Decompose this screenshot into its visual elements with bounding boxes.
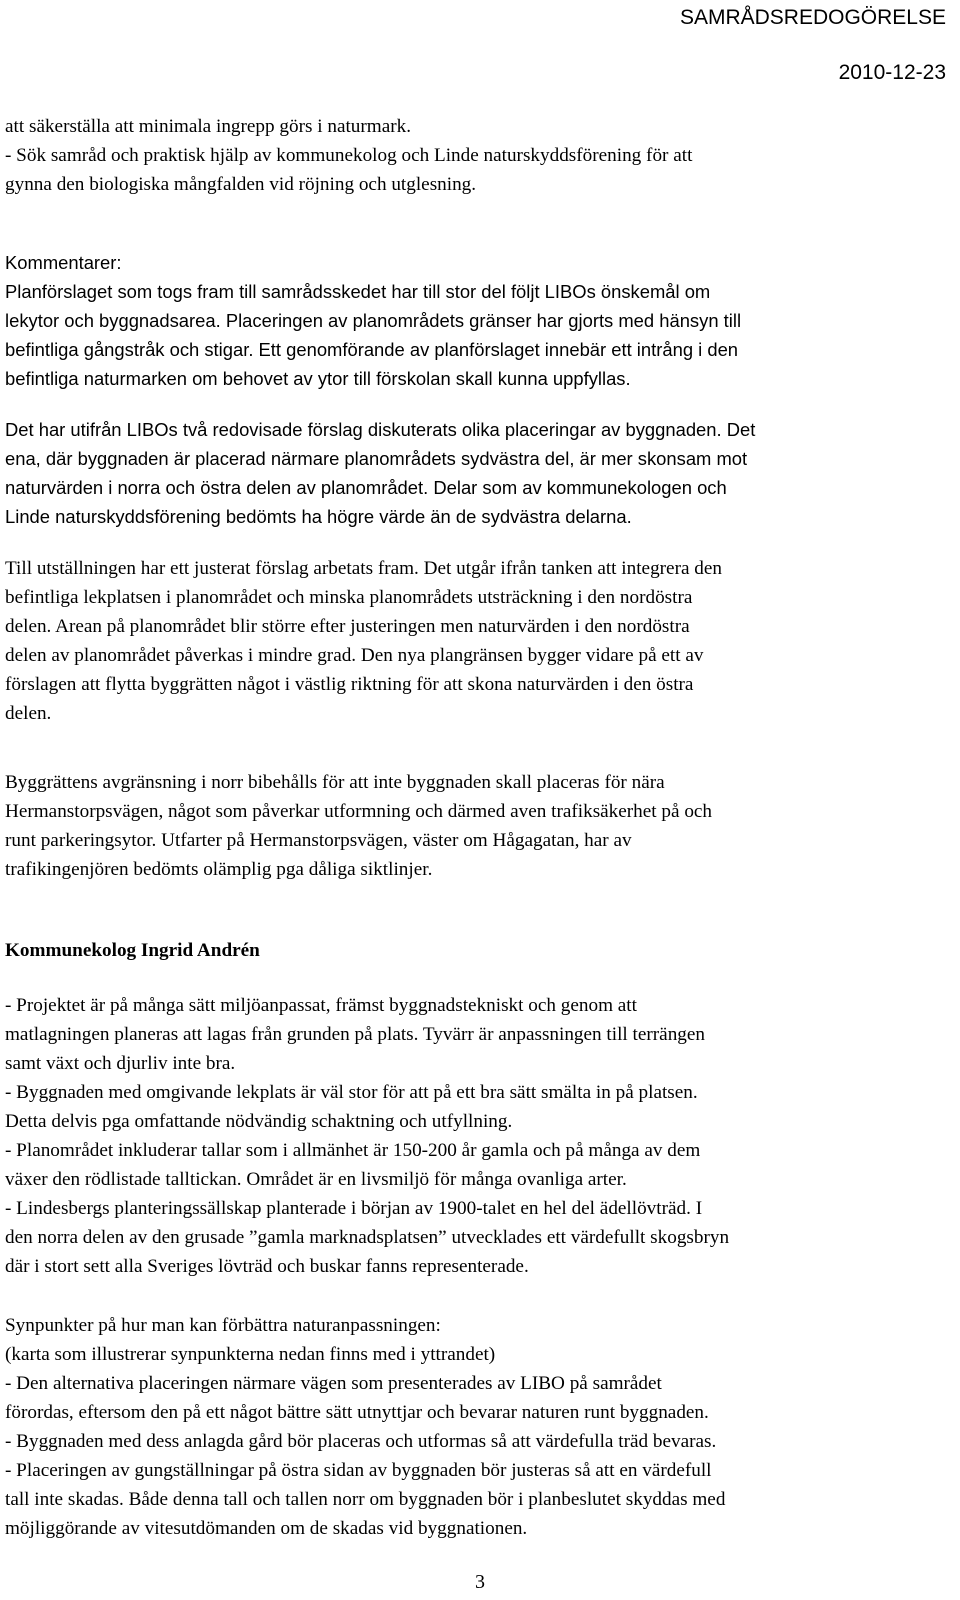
building-rights-paragraph [5, 768, 950, 884]
text-line: - Sök samråd och praktisk hjälp av kommunekolog och Linde naturskyddsförening för att [5, 145, 693, 166]
document-header-date: 2010-12-23 [838, 61, 946, 84]
section-heading: Kommunekolog Ingrid Andrén [5, 940, 260, 961]
text-line: möjliggörande av vitesutdömanden om de skadas vid byggnationen. [5, 1518, 528, 1539]
text-line: ena, där byggnaden är placerad närmare planområdets sydvästra del, är mer skonsam mot [5, 448, 748, 469]
document-header-title: SAMRÅDSREDOGÖRELSE [679, 6, 946, 29]
text-line: att säkerställa att minimala ingrepp görs i naturmark. [5, 116, 412, 137]
text-line: samt växt och djurliv inte bra. [5, 1053, 236, 1074]
text-line: förslagen att flytta byggrätten något i västlig riktning för att skona naturvärden i den östra [5, 674, 694, 695]
placement-paragraph [5, 415, 950, 531]
page-number: 3 [475, 1571, 485, 1593]
text-line: - Planområdet inkluderar tallar som i allmänhet är 150-200 år gamla och på många av dem [5, 1140, 701, 1161]
section-heading-block [5, 936, 950, 965]
text-line: befintliga naturmarken om behovet av ytor till förskolan skall kunna uppfyllas. [5, 368, 631, 389]
text-line: naturvärden i norra och östra delen av planområdet. Delar som av kommunekologen och [5, 477, 727, 498]
intro-paragraph [5, 112, 950, 199]
text-line: Planförslaget som togs fram till samrådsskedet har till stor del följt LIBOs önskemål om [5, 281, 711, 302]
text-line: Linde naturskyddsförening bedömts ha högre värde än de sydvästra delarna. [5, 506, 632, 527]
text-line: befintliga gångstråk och stigar. Ett genomförande av planförslaget innebär ett intrång i den [5, 339, 739, 360]
text-line: gynna den biologiska mångfalden vid röjning och utglesning. [5, 174, 477, 195]
text-line: - Byggnaden med omgivande lekplats är väl stor för att på ett bra sätt smälta in på platsen. [5, 1082, 698, 1103]
text-line: (karta som illustrerar synpunkterna nedan finns med i yttrandet) [5, 1344, 496, 1365]
text-line: - Den alternativa placeringen närmare vägen som presenterades av LIBO på samrådet [5, 1373, 662, 1394]
text-line: Byggrättens avgränsning i norr bibehålls för att inte byggnaden skall placeras för nära [5, 772, 665, 793]
text-line: Till utställningen har ett justerat förslag arbetats fram. Det utgår ifrån tanken att integrera den [5, 558, 722, 579]
text-line: delen. Arean på planområdet blir större efter justeringen men naturvärden i den nordöstra [5, 616, 690, 637]
text-line: lekytor och byggnadsarea. Placeringen av planområdets gränser har gjorts med hänsyn till [5, 310, 742, 331]
comments-block [5, 248, 950, 393]
comments-heading: Kommentarer: [5, 252, 122, 273]
exhibition-paragraph [5, 554, 950, 728]
text-line: - Placeringen av gungställningar på östra sidan av byggnaden bör justeras så att en värdefull [5, 1460, 712, 1481]
text-line: Detta delvis pga omfattande nödvändig schaktning och utfyllning. [5, 1111, 513, 1132]
suggestions-paragraph [5, 1311, 950, 1543]
text-line: trafikingenjören bedömts olämplig pga dåliga siktlinjer. [5, 859, 433, 880]
text-line: där i stort sett alla Sveriges lövträd och buskar fanns representerade. [5, 1256, 529, 1277]
text-line: den norra delen av den grusade ”gamla marknadsplatsen” utvecklades ett värdefullt skogsbryn [5, 1227, 730, 1248]
text-line: matlagningen planeras att lagas från grunden på plats. Tyvärr är anpassningen till terrängen [5, 1024, 705, 1045]
text-line: - Byggnaden med dess anlagda gård bör placeras och utformas så att värdefulla träd bevaras. [5, 1431, 717, 1452]
text-line: Det har utifrån LIBOs två redovisade förslag diskuterats olika placeringar av byggnaden. Det [5, 419, 756, 440]
text-line: Hermanstorpsvägen, något som påverkar utformning och därmed aven trafiksäkerhet på och [5, 801, 713, 822]
text-line: delen av planområdet påverkas i mindre grad. Den nya plangränsen bygger vidare på ett av [5, 645, 704, 666]
text-line: Synpunkter på hur man kan förbättra naturanpassningen: [5, 1315, 441, 1336]
text-line: runt parkeringsytor. Utfarter på Hermanstorpsvägen, väster om Hågagatan, har av [5, 830, 632, 851]
text-line: förordas, eftersom den på ett något bättre sätt utnyttjar och bevarar naturen runt byggnaden. [5, 1402, 709, 1423]
text-line: växer den rödlistade talltickan. Området är en livsmiljö för många ovanliga arter. [5, 1169, 627, 1190]
text-line: - Lindesbergs planteringssällskap planterade i början av 1900-talet en hel del ädellövträd. I [5, 1198, 703, 1219]
text-line: tall inte skadas. Både denna tall och tallen norr om byggnaden bör i planbeslutet skyddas med [5, 1489, 726, 1510]
text-line: - Projektet är på många sätt miljöanpassat, främst byggnadstekniskt och genom att [5, 995, 637, 1016]
ecologist-statement [5, 991, 950, 1281]
text-line: befintliga lekplatsen i planområdet och minska planområdets utsträckning i den nordöstra [5, 587, 693, 608]
text-line: delen. [5, 703, 52, 724]
